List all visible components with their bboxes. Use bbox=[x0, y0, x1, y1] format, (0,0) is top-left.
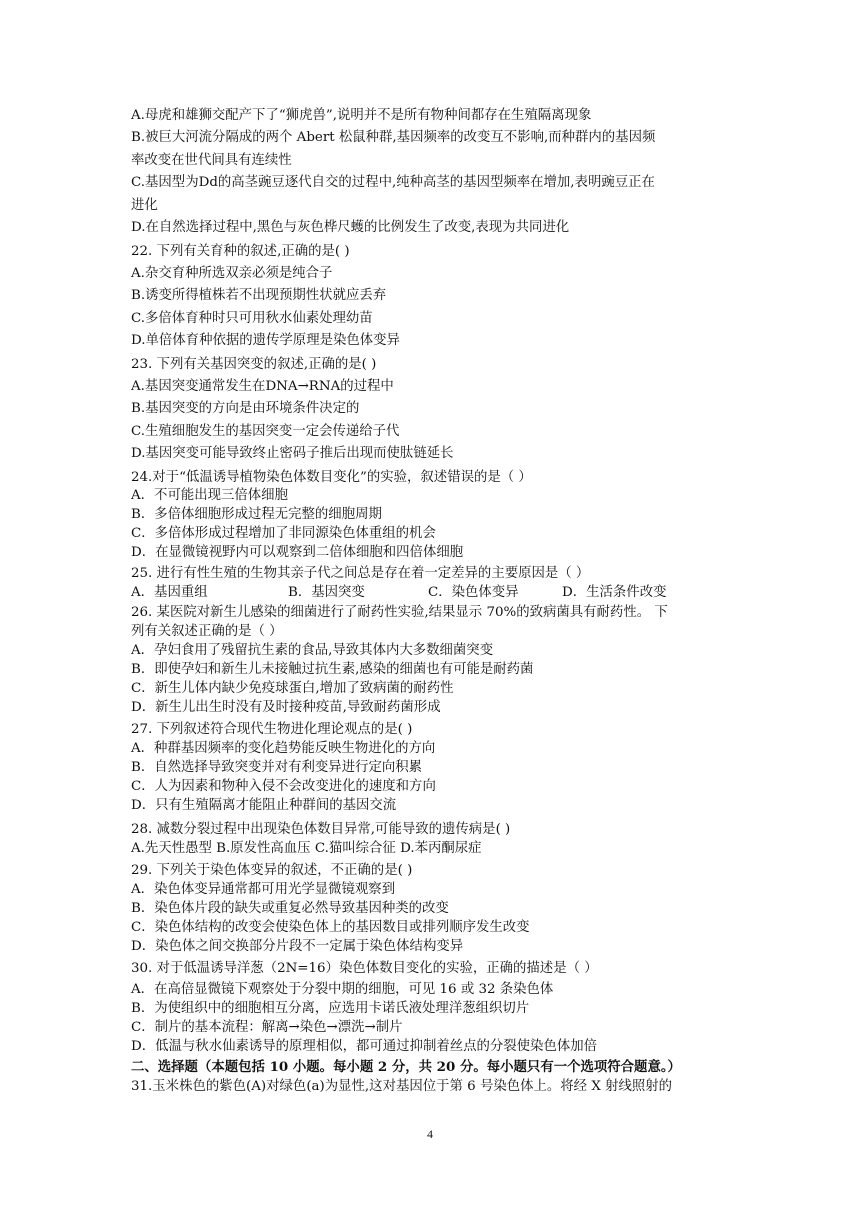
text-line: A．种群基因频率的变化趋势能反映生物进化的方向 bbox=[131, 741, 436, 756]
text-line: 26. 某医院对新生儿感染的细菌进行了耐药性实验,结果显示 70%的致病菌具有耐药性。 下 bbox=[131, 605, 668, 620]
text-line: 进化 bbox=[131, 198, 158, 213]
text-line: B．染色体片段的缺失或重复必然导致基因种类的改变 bbox=[131, 901, 449, 916]
text-line: A．不可能出现三倍体细胞 bbox=[131, 488, 288, 503]
section-heading: 二、选择题（本题包括 10 小题。每小题 2 分，共 20 分。每小题只有一个选项符合题意。） bbox=[131, 1059, 681, 1075]
text-line: B．自然选择导致突变并对有利变异进行定向积累 bbox=[131, 760, 423, 775]
text-line: 29. 下列关于染色体变异的叙述，不正确的是( ) bbox=[131, 863, 413, 878]
text-line: A.基因突变通常发生在DNA→RNA的过程中 bbox=[131, 379, 394, 394]
text-line: D.单倍体育种依据的遗传学原理是染色体变异 bbox=[131, 333, 400, 348]
text-line: A．染色体变异通常都可用光学显微镜观察到 bbox=[131, 882, 396, 897]
text-line: 31.玉米株色的紫色(A)对绿色(a)为显性,这对基因位于第 6 号染色体上。将经 X 射线照射的 bbox=[131, 1079, 673, 1094]
text-line: D．只有生殖隔离才能阻止种群间的基因交流 bbox=[131, 798, 397, 813]
text-line: A．孕妇食用了残留抗生素的食品,导致其体内大多数细菌突变 bbox=[131, 643, 494, 658]
text-line: C.生殖细胞发生的基因突变一定会传递给子代 bbox=[131, 424, 400, 439]
text-line: A.母虎和雄狮交配产下了“狮虎兽”,说明并不是所有物种间都存在生殖隔离现象 bbox=[131, 108, 592, 123]
text-line: D．在显微镜视野内可以观察到二倍体细胞和四倍体细胞 bbox=[131, 545, 464, 560]
text-line: 25. 进行有性生殖的生物其亲子代之间总是存在着一定差异的主要原因是（ ） bbox=[131, 566, 590, 581]
text-line: 率改变在世代间具有连续性 bbox=[131, 153, 292, 168]
text-line: C.多倍体育种时只可用秋水仙素处理幼苗 bbox=[131, 311, 373, 326]
text-line: C．制片的基本流程：解离→染色→漂洗→制片 bbox=[131, 1020, 403, 1035]
text-line: B.被巨大河流分隔成的两个 Abert 松鼠种群,基因频率的改变互不影响,而种群内的基因频 bbox=[131, 130, 656, 145]
text-line: B.基因突变的方向是由环境条件决定的 bbox=[131, 401, 360, 416]
text-line: C．新生儿体内缺少免疫球蛋白,增加了致病菌的耐药性 bbox=[131, 681, 454, 696]
text-line: 27. 下列叙述符合现代生物进化理论观点的是( ) bbox=[131, 722, 413, 737]
text-line: B．多倍体细胞形成过程无完整的细胞周期 bbox=[131, 507, 382, 522]
text-line: B．即使孕妇和新生儿未接触过抗生素,感染的细菌也有可能是耐药菌 bbox=[131, 662, 534, 677]
text-line: 22. 下列有关育种的叙述,正确的是( ) bbox=[131, 244, 350, 259]
text-line: D.基因突变可能导致终止密码子推后出现而使肽链延长 bbox=[131, 446, 454, 461]
text-line: D．染色体之间交换部分片段不一定属于染色体结构变异 bbox=[131, 939, 464, 954]
option-text: B．基因突变 bbox=[288, 585, 365, 600]
option-text: A．基因重组 bbox=[131, 585, 208, 600]
text-line: A.先天性愚型 B.原发性高血压 C.猫叫综合征 D.苯丙酮尿症 bbox=[131, 841, 482, 856]
text-line: 30. 对于低温诱导洋葱（2N=16）染色体数目变化的实验，正确的描述是（ ） bbox=[131, 961, 598, 976]
text-line: C.基因型为Dd的高茎豌豆逐代自交的过程中,纯种高茎的基因型频率在增加,表明豌豆正在 bbox=[131, 175, 655, 190]
text-line: 28. 减数分裂过程中出现染色体数目异常,可能导致的遗传病是( ) bbox=[131, 822, 511, 837]
text-line: A.杂交育种所选双亲必须是纯合子 bbox=[131, 266, 333, 281]
text-line: 24.对于“低温诱导植物染色体数目变化”的实验，叙述错误的是（ ） bbox=[131, 470, 532, 485]
option-text: D．生活条件改变 bbox=[562, 585, 667, 600]
option-text: C．染色体变异 bbox=[428, 585, 519, 600]
text-line: C．染色体结构的改变会使染色体上的基因数目或排列顺序发生改变 bbox=[131, 920, 530, 935]
text-line: C．多倍体形成过程增加了非同源染色体重组的机会 bbox=[131, 526, 436, 541]
text-line: B．为使组织中的细胞相互分离，应选用卡诺氏液处理洋葱组织切片 bbox=[131, 1001, 530, 1016]
text-line: C．人为因素和物种入侵不会改变进化的速度和方向 bbox=[131, 779, 436, 794]
text-line: 23. 下列有关基因突变的叙述,正确的是( ) bbox=[131, 357, 377, 372]
text-line: B.诱变所得植株若不出现预期性状就应丢弃 bbox=[131, 288, 387, 303]
text-line: 列有关叙述正确的是（ ） bbox=[131, 624, 283, 639]
text-line: A．在高倍显微镜下观察处于分裂中期的细胞，可见 16 或 32 条染色体 bbox=[131, 982, 554, 997]
page-number: 4 bbox=[427, 1127, 433, 1141]
text-line: D．新生儿出生时没有及时接种疫苗,导致耐药菌形成 bbox=[131, 700, 441, 715]
text-line: D.在自然选择过程中,黑色与灰色桦尺蠖的比例发生了改变,表现为共同进化 bbox=[131, 220, 570, 235]
text-line: D．低温与秋水仙素诱导的原理相似，都可通过抑制着丝点的分裂使染色体加倍 bbox=[131, 1039, 598, 1054]
